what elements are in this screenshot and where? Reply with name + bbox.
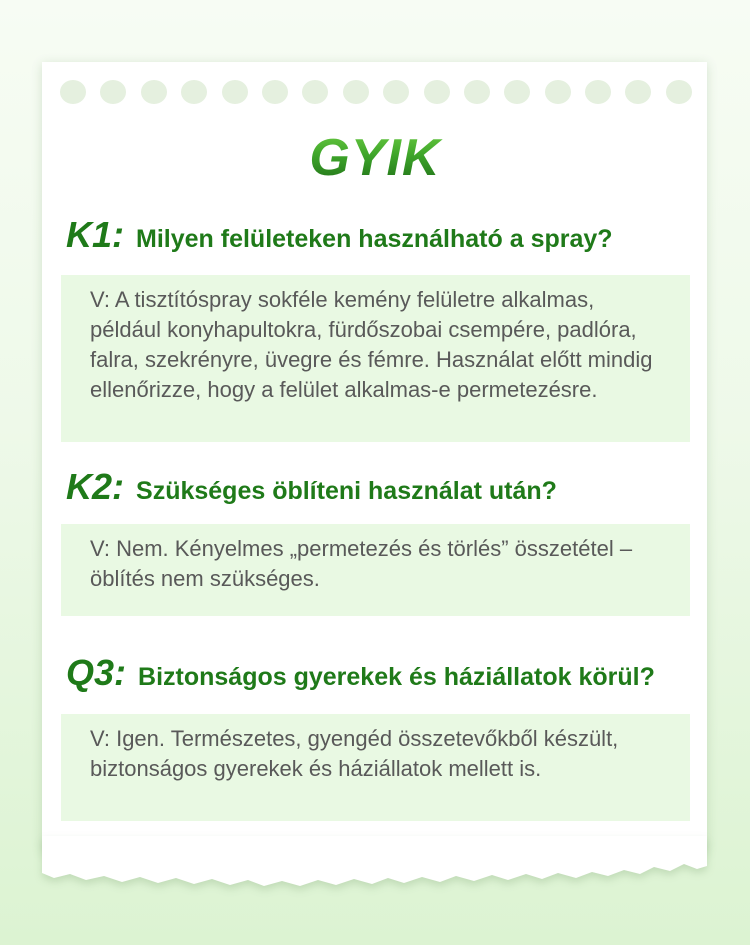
question-text: Biztonságos gyerekek és háziállatok körül? bbox=[138, 663, 655, 691]
answer-text: V: A tisztítóspray sokféle kemény felületre alkalmas, például konyhapultokra, fürdőszobai csempére, padlóra, falra, szekrényre, üvegre és fémre. Használat előtt mindig ellenőrizze, hogy a felület alkalmas-e permetezésre. bbox=[90, 287, 653, 402]
binder-hole bbox=[545, 80, 571, 104]
faq-answer-2 bbox=[61, 524, 690, 616]
binder-hole bbox=[141, 80, 167, 104]
faq-question-1 bbox=[66, 214, 613, 258]
binder-hole bbox=[464, 80, 490, 104]
faq-answer-1 bbox=[61, 275, 690, 442]
question-text: Milyen felületeken használható a spray? bbox=[136, 225, 613, 253]
binder-hole bbox=[666, 80, 692, 104]
answer-text: V: Nem. Kényelmes „permetezés és törlés” összetétel – öblítés nem szükséges. bbox=[90, 536, 633, 591]
question-label: K1: bbox=[66, 214, 125, 255]
binder-hole bbox=[100, 80, 126, 104]
page-title: GYIK bbox=[0, 128, 750, 188]
binder-hole bbox=[222, 80, 248, 104]
faq-question-3 bbox=[66, 652, 655, 696]
binder-hole bbox=[424, 80, 450, 104]
binder-hole bbox=[60, 80, 86, 104]
answer-text: V: Igen. Természetes, gyengéd összetevőkből készült, biztonságos gyerekek és háziállatok mellett is. bbox=[90, 726, 619, 781]
binder-hole bbox=[383, 80, 409, 104]
question-label: K2: bbox=[66, 466, 125, 507]
binder-hole bbox=[302, 80, 328, 104]
binder-hole bbox=[504, 80, 530, 104]
question-text: Szükséges öblíteni használat után? bbox=[136, 477, 557, 505]
binder-hole bbox=[343, 80, 369, 104]
binder-hole bbox=[585, 80, 611, 104]
question-label: Q3: bbox=[66, 652, 127, 693]
binder-hole bbox=[262, 80, 288, 104]
torn-paper-edge bbox=[42, 836, 707, 888]
faq-question-2 bbox=[66, 466, 557, 510]
binder-hole bbox=[181, 80, 207, 104]
faq-answer-3 bbox=[61, 714, 690, 821]
binder-holes bbox=[60, 80, 692, 106]
binder-hole bbox=[625, 80, 651, 104]
